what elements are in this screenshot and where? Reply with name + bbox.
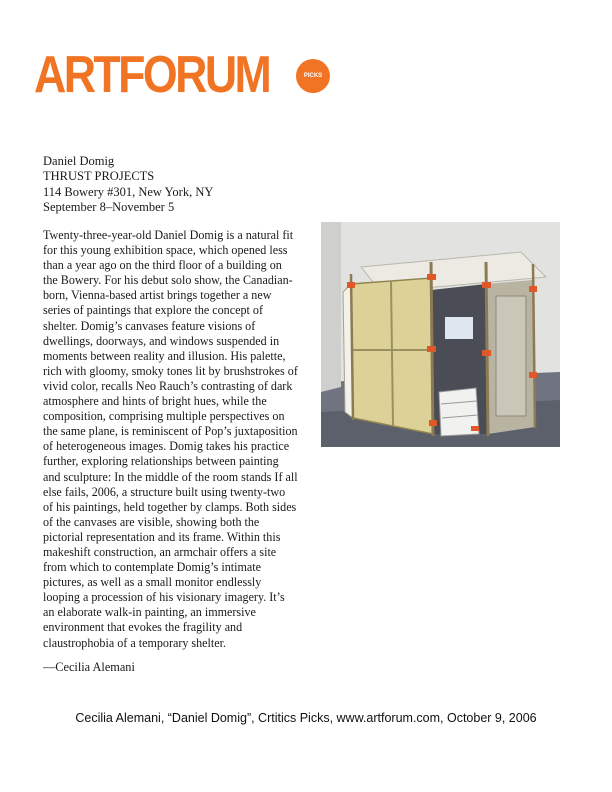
artist-name: Daniel Domig bbox=[43, 154, 115, 168]
picks-badge: PICKS bbox=[296, 59, 330, 93]
exhibition-dates: September 8–November 5 bbox=[43, 200, 175, 215]
review-author: —Cecilia Alemani bbox=[43, 660, 135, 674]
gallery-address: 114 Bowery #301, New York, NY bbox=[43, 184, 214, 199]
citation-footer: Cecilia Alemani, “Daniel Domig”, Crtitics Picks, www.artforum.com, October 9, 2006 bbox=[75, 711, 537, 725]
gallery-name: THRUST PROJECTS bbox=[43, 169, 155, 184]
exhibition-info bbox=[43, 154, 213, 216]
installation-photo bbox=[321, 222, 560, 447]
installation-illustration bbox=[321, 222, 560, 447]
review-text: Twenty-three-year-old Daniel Domig is a natural fit for this young exhibition space, which opened less than a year ago on the third floor of a building on the Bowery. For his debut solo show, the Canadian-born, Vienna-based artist brings together a new series of paintings that explore the concept of shelter. Domig’s canvases feature visions of dwellings, doorways, and windows suspended in moments between reality and illusion. His palette, rich with gloomy, smoky tones lit by brushstrokes of vivid color, recalls Neo Rauch’s contrasting of dark atmosphere and hints of bright hues, while the composition, comprising multiple perspectives on the same plane, is reminiscent of Pop’s juxtaposition of heterogeneous images. Domig takes his practice further, exploring relationships between painting and sculpture: In the middle of the room stands If all else fails, 2006, a structure built using twenty-two of his paintings, held together by clamps. Both sides of the canvases are visible, showing both the pictorial representation and its frame. Within this makeshift construction, an armchair offers a site from which to contemplate Domig’s intimate pictures, as well as a small monitor endlessly looping a procession of his visionary imagery. It’s an elaborate walk-in painting, an immersive environment that evokes the fragility and claustrophobia of a temporary shelter. bbox=[43, 228, 298, 650]
artforum-logo: ARTFORUM bbox=[34, 46, 270, 104]
